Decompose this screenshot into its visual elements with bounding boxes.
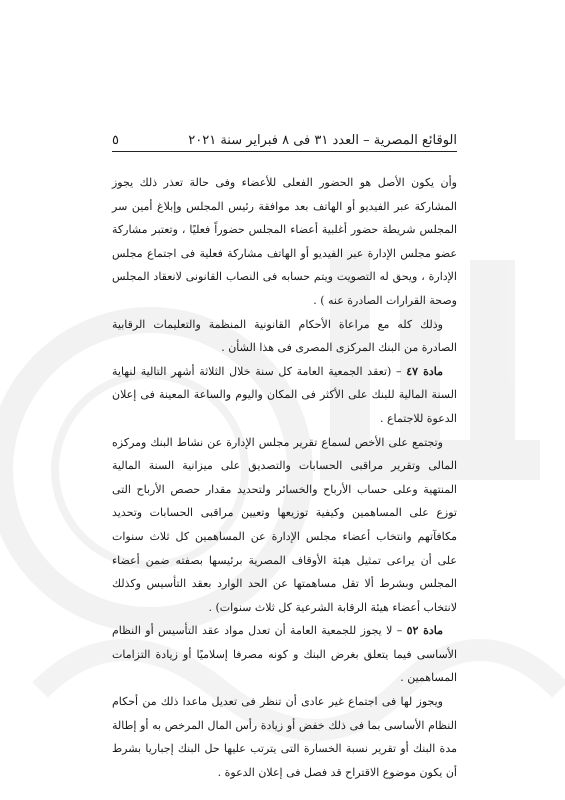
article-47-label: مادة ٤٧: [406, 364, 443, 378]
paragraph-2: وذلك كله مع مراعاة الأحكام القانونية المنظمة والتعليمات الرقابية الصادرة من البنك المركزى المصرى فى هذا الشأن .: [112, 317, 457, 355]
article-47: مادة ٤٧ – (تعقد الجمعية العامة كل سنة خلال الثلاثة أشهر التالية لنهاية السنة المالية للبنك على الأكثر فى المكان واليوم والساعة المعينة فى إعلان الدعوة للاجتماع .: [112, 364, 457, 425]
article-52: مادة ٥٢ – لا يجوز للجمعية العامة أن تعدل مواد عقد التأسيس أو النظام الأساسى فيما يتعلق بغرض البنك و كونه مصرفا إسلاميًا أو زيادة التزامات المساهمين .: [112, 624, 457, 685]
page-header: [112, 133, 457, 152]
document-body: [112, 171, 457, 784]
article-52-label: مادة ٥٢: [406, 624, 443, 638]
page-number: ٥: [112, 133, 119, 148]
paragraph-1: وأن يكون الأصل هو الحضور الفعلى للأعضاء وفى حالة تعذر ذلك يجوز المشاركة عبر الفيديو أو الهاتف بعد موافقة رئيس المجلس وإبلاغ أمين سر المجلس شريطة حضور أغلبية أعضاء المجلس حضوراً فعليًا ، وتعتبر مشاركة عضو مجلس الإدارة عبر الفيديو أو الهاتف مشاركة فعلية فى اجتماع مجلس الإدارة ، ويحق له التصويت ويتم حسابه فى النصاب القانونى لانعقاد المجلس وصحة القرارات الصادرة عنه ) .: [112, 176, 457, 307]
paragraph-6: ويجوز لها فى اجتماع غير عادى أن تنظر فى تعديل ماعدا ذلك من أحكام النظام الأساسى بما فى ذلك خفض أو زيادة رأس المال المرخص به أو إطالة مدة البنك أو تقرير نسبة الخسارة التى يترتب عليها حل البنك إجباريا بشرط أن يكون موضوع الاقتراح قد فصل فى إعلان الدعوة .: [112, 695, 457, 779]
gazette-title: الوقائع المصرية – العدد ٣١ فى ٨ فبراير سنة ٢٠٢١: [188, 133, 457, 148]
paragraph-4: وتجتمع على الأخص لسماع تقرير مجلس الإدارة عن نشاط البنك ومركزه المالى وتقرير مراقبى الحسابات والتصديق على ميزانية السنة المالية المنتهية وعلى حساب الأرباح والخسائر ولتحديد مقدار حصص الأرباح التى توزع على المساهمين وكيفية توزيعها وتعيين مراقبى الحسابات وتحديد مكافآتهم وانتخاب أعضاء مجلس الإدارة عن المساهمين كل ثلاث سنوات على أن يراعى تمثيل هيئة الأوقاف المصرية برئيسها بصفته ضمن أعضاء المجلس وبشرط ألا تقل مساهمتها عن الحد الوارد بعقد التأسيس وكذلك لانتخاب أعضاء هيئة الرقابة الشرعية كل ثلاث سنوات) .: [112, 435, 457, 614]
